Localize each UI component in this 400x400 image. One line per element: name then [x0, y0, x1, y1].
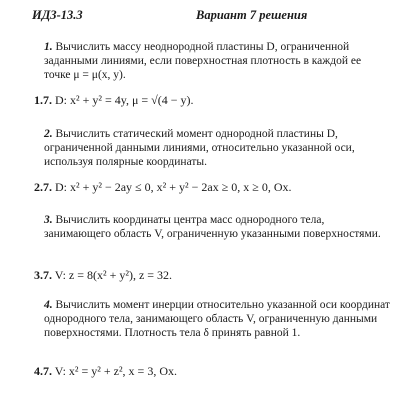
problem-4-7: [34, 364, 177, 378]
variant-title: Вариант 7 решения: [196, 8, 308, 22]
task-1-text: Вычислить массу неоднородной пластины D, ограниченной заданными линиями, если поверхностная плотность в каждой ее точке μ = μ(x, y).: [44, 41, 362, 81]
task-3-statement: [34, 213, 390, 241]
problem-3-7-formula: V: z = 8(x² + y²), z = 32.: [54, 268, 173, 282]
task-4-text: Вычислить момент инерции относительно указанной оси координат однородного тела, занимающего область V, ограниченную данными поверхностями. Плотность тела δ принять равной 1.: [44, 299, 390, 339]
problem-1-7-label: 1.7.: [34, 93, 52, 107]
problem-4-7-label: 4.7.: [34, 364, 52, 378]
problem-2-7: [34, 180, 292, 194]
problem-1-7: [34, 93, 194, 107]
task-4-number: 4.: [44, 299, 53, 311]
task-2-number: 2.: [44, 128, 53, 140]
task-1-statement: [34, 40, 390, 82]
problem-3-7: [34, 268, 172, 282]
problem-2-7-formula: D: x² + y² − 2ay ≤ 0, x² + y² − 2ax ≥ 0, x ≥ 0, Ox.: [55, 180, 292, 194]
problem-3-7-label: 3.7.: [34, 268, 52, 282]
task-3-text: Вычислить координаты центра масс однородного тела, занимающего область V, ограниченную указанными поверхностями.: [44, 214, 381, 240]
task-4-statement: [34, 298, 390, 340]
document-title: ИДЗ-13.3: [32, 8, 83, 22]
task-2-text: Вычислить статический момент однородной пластины D, ограниченной данными линиями, относительно указанной оси, используя полярные координаты.: [44, 128, 355, 168]
problem-4-7-formula: V: x² = y² + z², x = 3, Ox.: [54, 364, 177, 378]
task-2-statement: [34, 127, 390, 169]
problem-1-7-formula: D: x² + y² = 4y, μ = √(4 − y).: [55, 93, 194, 107]
task-1-number: 1.: [44, 41, 53, 53]
problem-2-7-label: 2.7.: [34, 180, 52, 194]
task-3-number: 3.: [44, 214, 53, 226]
